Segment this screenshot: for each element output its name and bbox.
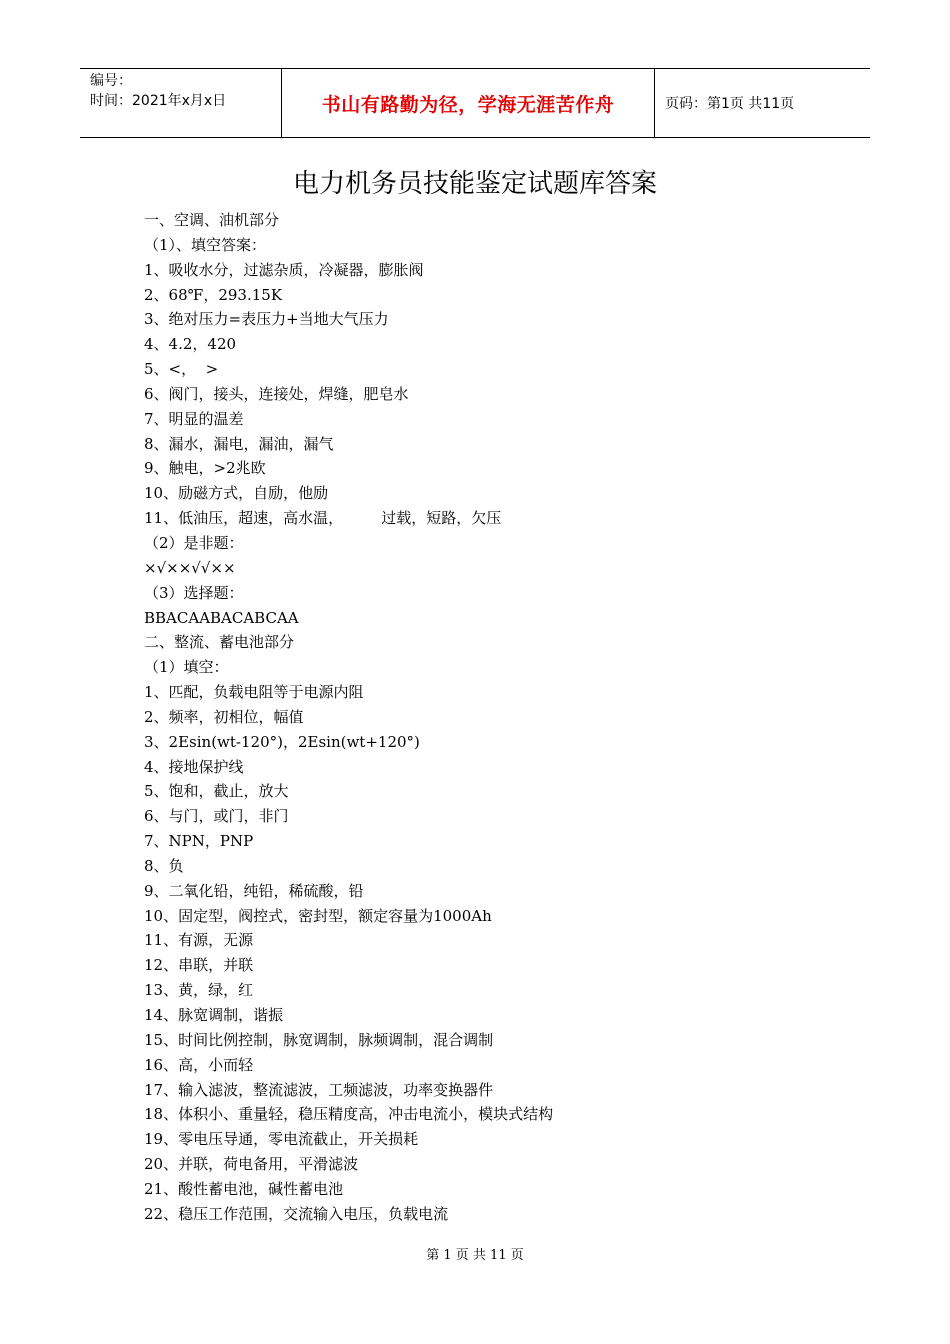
header-page-number: 页码：第1页 共11页	[665, 96, 795, 112]
answer-line: 11、低油压，超速，高水温， 过载，短路，欠压	[144, 509, 502, 528]
answer-line: 16、高，小而轻	[144, 1055, 254, 1074]
answer-line: （1）填空：	[144, 658, 229, 677]
answer-line: 4、接地保护线	[144, 757, 244, 776]
answer-line: 17、输入滤波，整流滤波，工频滤波，功率变换器件	[144, 1080, 494, 1099]
header-motto-cell	[282, 69, 655, 137]
answer-line: 10、固定型，阀控式，密封型，额定容量为1000Ah	[144, 906, 492, 925]
page-footer: 第 1 页 共 11 页	[426, 1248, 524, 1263]
document-title: 电力机务员技能鉴定试题库答案	[292, 169, 657, 199]
answer-line: 22、稳压工作范围，交流输入电压，负载电流	[144, 1204, 449, 1223]
answer-line: 8、负	[144, 856, 184, 875]
answer-line: 7、NPN，PNP	[144, 832, 254, 851]
answer-line: 3、2Esin(wt-120°)，2Esin(wt+120°)	[144, 732, 420, 751]
document-body	[144, 208, 844, 1227]
answer-line: 9、二氧化铅，纯铅，稀硫酸，铅	[144, 881, 364, 900]
header-motto: 书山有路勤为径，学海无涯苦作舟	[321, 93, 615, 116]
answer-line: 5、饱和，截止，放大	[144, 782, 289, 801]
answer-line: 3、绝对压力=表压力+当地大气压力	[144, 310, 389, 329]
answer-line: 8、漏水，漏电，漏油，漏气	[144, 434, 334, 453]
answer-line: 1、吸收水分，过滤杂质，冷凝器，膨胀阀	[144, 260, 424, 279]
answer-line: 12、串联，并联	[144, 956, 254, 975]
document-number-label: 编号：	[90, 73, 132, 89]
answer-line: 6、阀门，接头，连接处，焊缝，肥皂水	[144, 384, 409, 403]
answer-line: 6、与门，或门，非门	[144, 807, 289, 826]
answer-line: 1、匹配，负载电阻等于电源内阻	[144, 683, 364, 702]
answer-line: 一、空调、油机部分	[144, 211, 280, 229]
answer-line: 21、酸性蓄电池，碱性蓄电池	[144, 1179, 344, 1198]
answer-line: 13、黄，绿，红	[144, 981, 254, 1000]
header-page-cell	[655, 69, 870, 137]
answer-line: 15、时间比例控制，脉宽调制，脉频调制，混合调制	[144, 1030, 494, 1049]
answer-line: （1）、填空答案：	[144, 235, 267, 254]
answer-line: 14、脉宽调制，谐振	[144, 1006, 284, 1024]
answer-line: 5、<， >	[144, 360, 219, 379]
page-header	[80, 68, 870, 138]
answer-line: （3）选择题：	[144, 583, 244, 602]
answer-line: 11、有源，无源	[144, 931, 254, 950]
document-date-label: 时间：2021年x月x日	[90, 93, 227, 109]
header-meta	[80, 69, 282, 137]
answer-line: 20、并联，荷电备用，平滑滤波	[144, 1155, 359, 1174]
answer-line: ×√××√√××	[144, 558, 236, 577]
answer-line: 7、明显的温差	[144, 409, 244, 428]
answer-line: 10、励磁方式，自励，他励	[144, 484, 329, 503]
answer-line: 2、频率，初相位，幅值	[144, 707, 304, 726]
answer-line: 19、零电压导通，零电流截止，开关损耗	[144, 1130, 419, 1149]
answer-line: （2）是非题：	[144, 533, 244, 552]
answer-line: 18、体积小、重量轻，稳压精度高，冲击电流小，模块式结构	[144, 1105, 554, 1124]
answer-line: 4、4.2，420	[144, 335, 237, 354]
answer-line: 2、68℉，293.15K	[144, 285, 283, 304]
answer-line: 二、整流、蓄电池部分	[144, 633, 295, 652]
answer-line: BBACAABACABCAA	[144, 608, 299, 627]
answer-line: 9、触电，>2兆欧	[144, 459, 266, 478]
